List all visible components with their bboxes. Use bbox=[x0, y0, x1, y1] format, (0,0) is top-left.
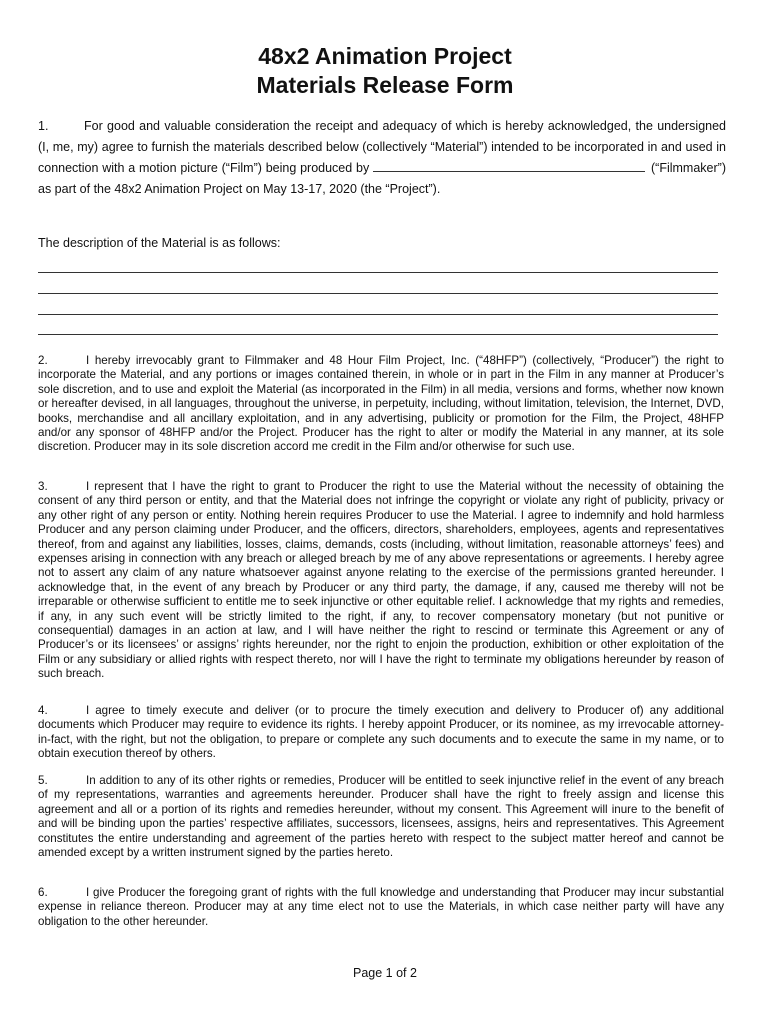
document-title bbox=[0, 42, 770, 100]
title-line-2: Materials Release Form bbox=[256, 72, 514, 98]
section-1-text-b: (“Filmmaker”) as part of the 48x2 Animation Project on May 13-17, 2020 (the “Project”). bbox=[38, 161, 726, 196]
section-5 bbox=[38, 774, 724, 860]
description-line-3[interactable] bbox=[38, 314, 718, 315]
section-2 bbox=[38, 354, 724, 455]
section-3 bbox=[38, 480, 724, 682]
section-5-text: In addition to any of its other rights or remedies, Producer will be entitled to seek injunctive relief in the event of any breach of my representations, warranties and agreements hereunder. Producer shall have the right to freely assign and license this agreement and all or a portion of its rights and remedies hereunder, without my consent. This Agreement will inure to the benefit of and will be binding upon the parties’ respective affiliates, successors, licensees, assigns, heirs and representatives. This Agreement constitutes the entire understanding and agreement of the parties hereto with respect to the subject matter hereof and cannot be amended except by a written instrument signed by the parties hereto. bbox=[38, 774, 724, 860]
description-line-4[interactable] bbox=[38, 334, 718, 335]
section-4-number: 4. bbox=[38, 704, 48, 717]
section-6-number: 6. bbox=[38, 886, 48, 899]
section-1-number: 1. bbox=[38, 119, 49, 133]
section-3-text: I represent that I have the right to grant to Producer the right to use the Material without the necessity of obtaining the consent of any third person or entity, and that the Material does not infringe the copyright or violate any right of publicity, privacy or any other right of any person or entity. Nothing herein requires Producer to use the Material. I agree to indemnify and hold harmless Producer and any person claiming under Producer, and the officers, directors, shareholders, employees, agents and representatives thereof, from and against any liabilities, losses, claims, demands, costs (including, without limitation, reasonable attorneys’ fees) and expenses arising in connection with any breach or alleged breach by me of any above representations or agreements. I hereby agree not to assert any claim of any nature whatsoever against anyone relating to the exercise of the permissions granted hereunder. I acknowledge that, in the event of any breach by Producer or any third party, the damage, if any, caused me thereby will not be irreparable or otherwise sufficient to entitle me to seek injunctive or other equitable relief. I acknowledge that my rights and remedies, if any, in any such event will be strictly limited to the right, if any, to recover compensatory monetary (but not punitive or consequential) damages in an action at law, and I will have neither the right to rescind or terminate this Agreement or any of Producer’s or its licensees’ or assigns’ rights hereunder, nor the right to enjoin the production, exhibition or other exploitation of the Film or any subsidiary or allied rights with respect thereto, nor will I have the right to terminate my obligations hereunder by reason of such breach. bbox=[38, 480, 724, 681]
section-4 bbox=[38, 704, 724, 762]
description-label: The description of the Material is as follows: bbox=[38, 236, 281, 250]
section-1 bbox=[38, 116, 726, 200]
section-1-text-a: For good and valuable consideration the receipt and adequacy of which is hereby acknowledged, the undersigned (I, me, my) agree to furnish the materials described below (collectively “Material”) intended to be incorporated in and used in connection with a motion picture (“Film”) being produced by bbox=[38, 119, 726, 175]
section-6-text: I give Producer the foregoing grant of rights with the full knowledge and understanding that Producer may incur substantial expense in reliance thereon. Producer may at any time elect not to use the Materials, in which case neither party will have any obligation to the other hereunder. bbox=[38, 886, 724, 928]
title-line-1: 48x2 Animation Project bbox=[258, 43, 512, 69]
section-3-number: 3. bbox=[38, 480, 48, 493]
description-line-1[interactable] bbox=[38, 272, 718, 273]
section-4-text: I agree to timely execute and deliver (or to procure the timely execution and delivery to Producer of) any additional documents which Producer may require to evidence its rights. I hereby appoint Producer, or its nominee, as my irrevocable attorney-in-fact, with the right, but not the obligation, to prepare or complete any such documents and to execute the same in my name, or to obtain execution thereof by others. bbox=[38, 704, 724, 761]
section-5-number: 5. bbox=[38, 774, 48, 787]
description-line-2[interactable] bbox=[38, 293, 718, 294]
page-number: Page 1 of 2 bbox=[353, 966, 417, 980]
section-2-text: I hereby irrevocably grant to Filmmaker and 48 Hour Film Project, Inc. (“48HFP”) (collectively, “Producer”) the right to incorporate the Material, and any portions or images contained therein, in whole or in part in the Film in any manner at Producer’s sole discretion, and to use and exploit the Material (as incorporated in the Film) in all media, versions and forms, whether now known or hereafter devised, in all languages, throughout the universe, in perpetuity, including, without limitation, television, the Internet, DVD, books, merchandise and all ancillary exploitation, and in any advertising, publicity or promotion for the Film, the Project, 48HFP and/or any sponsor of 48HFP and/or the Project. Producer has the right to alter or modify the Material in any manner, at its sole discretion. Producer may in its sole discretion accord me credit in the Film and/or otherwise for such use. bbox=[38, 354, 724, 454]
section-2-number: 2. bbox=[38, 354, 48, 367]
section-6 bbox=[38, 886, 724, 929]
filmmaker-name-field[interactable] bbox=[373, 161, 645, 172]
